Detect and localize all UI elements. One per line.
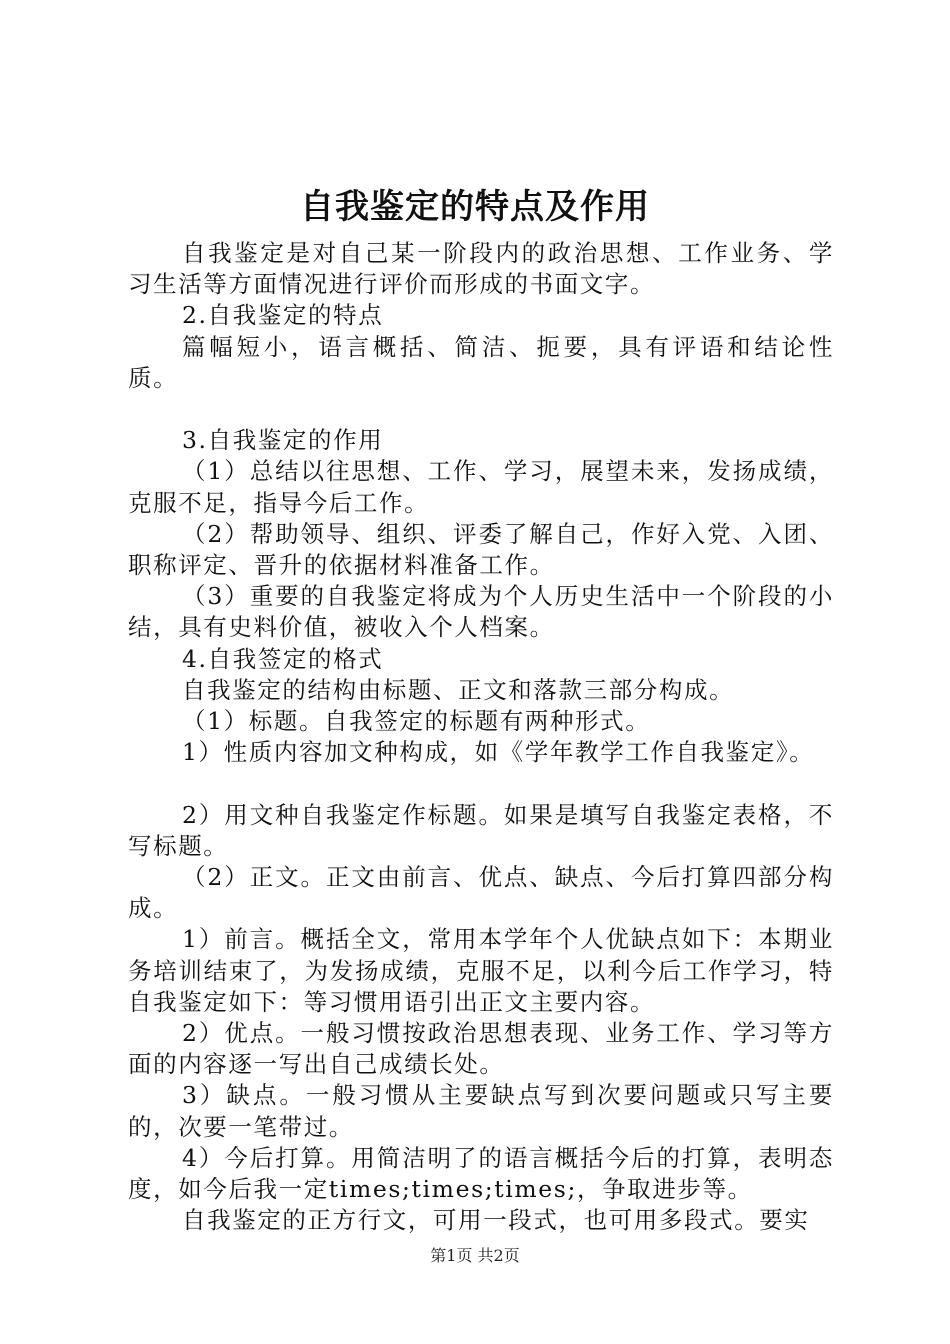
- heading-format: 4.自我签定的格式: [182, 644, 384, 673]
- paragraph-title-section: （1）标题。自我签定的标题有两种形式。: [182, 707, 651, 736]
- paragraph-strengths: 2）优点。一般习惯按政治思想表现、业务工作、学习等方面的内容逐一写出自己成绩长处。: [128, 1019, 834, 1079]
- paragraph-title-form-2: 2）用文种自我鉴定作标题。如果是填写自我鉴定表格，不写标题。: [128, 800, 834, 860]
- blank-line: [128, 394, 834, 425]
- heading-features: 2.自我鉴定的特点: [182, 301, 384, 330]
- document-title: 自我鉴定的特点及作用: [300, 187, 650, 227]
- page-footer: 第1页 共2页: [430, 1246, 520, 1265]
- document-body: [128, 238, 834, 1236]
- paragraph-title-form-1: 1）性质内容加文种构成，如《学年教学工作自我鉴定》。: [182, 738, 815, 767]
- paragraph-writing-style: 自我鉴定的正方行文，可用一段式，也可用多段式。要实: [182, 1206, 810, 1235]
- paragraph-function-2: （2）帮助领导、组织、评委了解自己，作好入党、入团、职称评定、晋升的依据材料准备工作。: [128, 519, 834, 580]
- paragraph-function-3: （3）重要的自我鉴定将成为个人历史生活中一个阶段的小结，具有史料价值，被收入个人档案。: [128, 582, 834, 642]
- paragraph-intro: 自我鉴定是对自己某一阶段内的政治思想、工作业务、学习生活等方面情况进行评价而形成的书面文字。: [128, 239, 834, 299]
- paragraph-features: 篇幅短小，语言概括、简洁、扼要，具有评语和结论性质。: [128, 332, 834, 392]
- paragraph-weaknesses: 3）缺点。一般习惯从主要缺点写到次要问题或只写主要的，次要一笔带过。: [128, 1081, 834, 1141]
- paragraph-structure: 自我鉴定的结构由标题、正文和落款三部分构成。: [182, 675, 735, 704]
- heading-functions: 3.自我鉴定的作用: [182, 426, 384, 455]
- blank-line: [128, 768, 834, 799]
- paragraph-plans: 4）今后打算。用简洁明了的语言概括今后的打算，表明态度，如今后我一定times;times;times;，争取进步等。: [128, 1143, 834, 1204]
- paragraph-preface: 1）前言。概括全文，常用本学年个人优缺点如下：本期业务培训结束了，为发扬成绩，克服不足，以利今后工作学习，特自我鉴定如下：等习惯用语引出正文主要内容。: [128, 925, 834, 1016]
- paragraph-function-1: （1）总结以往思想、工作、学习，展望未来，发扬成绩，克服不足，指导今后工作。: [128, 457, 834, 517]
- paragraph-body-section: （2）正文。正文由前言、优点、缺点、今后打算四部分构成。: [128, 863, 834, 923]
